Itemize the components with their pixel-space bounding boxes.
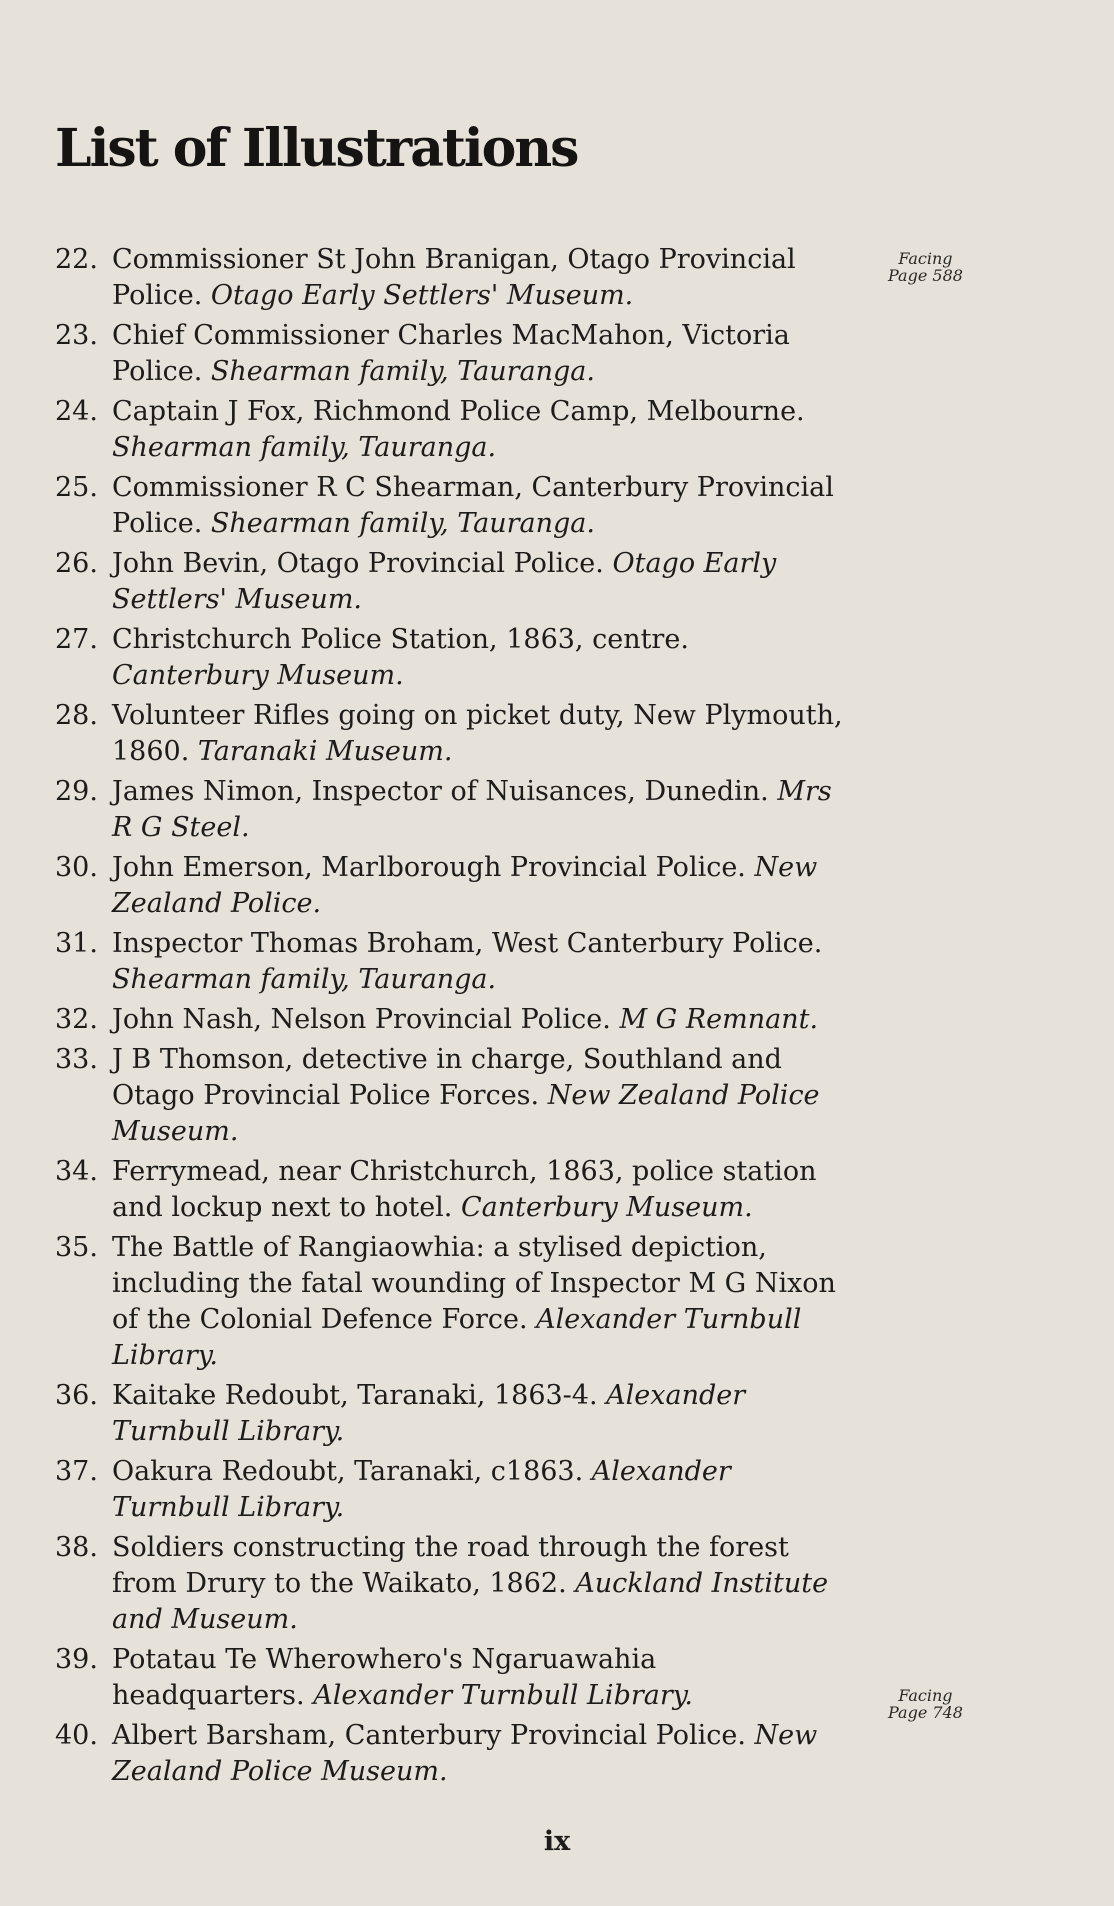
entry-source: Auckland Institute and Museum. (112, 1568, 829, 1635)
entry-source: Otago Early Settlers' Museum. (112, 548, 777, 615)
facing-page-note-bottom (888, 1687, 963, 1721)
illustration-entry (55, 1042, 845, 1150)
entry-number: 33. (55, 1044, 98, 1075)
entry-caption: J B Thomson, detective in charge, Southland and Otago Provincial Police Forces. (112, 1044, 782, 1111)
entry-caption: Commissioner St John Branigan, Otago Provincial Police. (112, 244, 796, 311)
illustration-entry (55, 926, 845, 998)
entry-number: 26. (55, 548, 98, 579)
entry-caption: Captain J Fox, Richmond Police Camp, Melbourne. (112, 396, 805, 427)
entry-caption: Christchurch Police Station, 1863, centre. (112, 624, 689, 655)
entry-caption: John Nash, Nelson Provincial Police. (112, 1004, 611, 1035)
entry-number: 23. (55, 320, 98, 351)
entry-source: M G Remnant. (619, 1004, 819, 1035)
entry-caption: Commissioner R C Shearman, Canterbury Provincial Police. (112, 472, 834, 539)
entry-source: Shearman family, Tauranga. (112, 964, 497, 995)
illustration-entry (55, 1002, 845, 1038)
entry-caption: Potatau Te Wherowhero's Ngaruawahia headquarters. (112, 1644, 657, 1711)
entry-source: New Zealand Police. (112, 852, 818, 919)
illustration-entry (55, 1230, 845, 1374)
entry-caption: Soldiers constructing the road through the forest from Drury to the Waikato, 1862. (112, 1532, 789, 1599)
entry-number: 40. (55, 1720, 98, 1751)
illustration-entry (55, 1454, 845, 1526)
entry-source: Mrs R G Steel. (112, 776, 832, 843)
entry-source: Alexander Turnbull Library. (112, 1380, 746, 1447)
illustration-entry (55, 470, 845, 542)
page-title: List of Illustrations (55, 118, 578, 179)
illustration-entry (55, 850, 845, 922)
illustration-entry (55, 1642, 845, 1714)
entry-source: Alexander Turnbull Library. (112, 1304, 802, 1371)
entry-caption: Ferrymead, near Christchurch, 1863, police station and lockup next to hotel. (112, 1156, 817, 1223)
entry-number: 30. (55, 852, 98, 883)
entry-number: 35. (55, 1232, 98, 1263)
entry-number: 27. (55, 624, 98, 655)
page-number: ix (543, 1826, 571, 1857)
entry-caption: The Battle of Rangiaowhia: a stylised depiction, including the fatal wounding of Inspector M G Nixon of the Colonial Defence Force. (112, 1232, 836, 1335)
entry-number: 32. (55, 1004, 98, 1035)
entry-source: Shearman family, Tauranga. (112, 432, 497, 463)
entry-number: 22. (55, 244, 98, 275)
entry-source: Canterbury Museum. (112, 660, 404, 691)
entry-caption: Oakura Redoubt, Taranaki, c1863. (112, 1456, 584, 1487)
entry-number: 37. (55, 1456, 98, 1487)
entry-source: Alexander Turnbull Library. (313, 1680, 694, 1711)
illustration-entry (55, 546, 845, 618)
entry-number: 28. (55, 700, 98, 731)
entry-number: 25. (55, 472, 98, 503)
entry-number: 29. (55, 776, 98, 807)
illustration-list (55, 242, 845, 1794)
entry-caption: Kaitake Redoubt, Taranaki, 1863-4. (112, 1380, 598, 1411)
facing-label: Facing (898, 249, 953, 268)
entry-number: 31. (55, 928, 98, 959)
entry-caption: Chief Commissioner Charles MacMahon, Victoria Police. (112, 320, 790, 387)
entry-number: 36. (55, 1380, 98, 1411)
illustration-entry (55, 622, 845, 694)
entry-caption: John Bevin, Otago Provincial Police. (112, 548, 604, 579)
illustration-entry (55, 318, 845, 390)
entry-caption: Inspector Thomas Broham, West Canterbury Police. (112, 928, 823, 959)
facing-page-number: Page 748 (888, 1703, 963, 1722)
illustration-entry (55, 774, 845, 846)
entry-source: Alexander Turnbull Library. (112, 1456, 731, 1523)
entry-source: Shearman family, Tauranga. (210, 508, 595, 539)
entry-caption: James Nimon, Inspector of Nuisances, Dunedin. (112, 776, 769, 807)
entry-caption: John Emerson, Marlborough Provincial Police. (112, 852, 746, 883)
illustration-entry (55, 394, 845, 466)
facing-label: Facing (898, 1686, 953, 1705)
entry-source: Taranaki Museum. (197, 736, 453, 767)
facing-page-note-top (888, 250, 963, 284)
facing-page-number: Page 588 (888, 266, 963, 285)
entry-number: 39. (55, 1644, 98, 1675)
entry-source: Otago Early Settlers' Museum. (210, 280, 634, 311)
entry-source: New Zealand Police Museum. (112, 1080, 820, 1147)
illustration-entry (55, 698, 845, 770)
entry-number: 24. (55, 396, 98, 427)
illustration-entry (55, 242, 845, 314)
illustration-entry (55, 1718, 845, 1790)
illustration-entry (55, 1530, 845, 1638)
entry-source: Canterbury Museum. (460, 1192, 753, 1223)
entry-source: Shearman family, Tauranga. (210, 356, 595, 387)
entry-caption: Albert Barsham, Canterbury Provincial Police. (112, 1720, 746, 1751)
illustration-entry (55, 1378, 845, 1450)
entry-number: 38. (55, 1532, 98, 1563)
entry-caption: Volunteer Rifles going on picket duty, New Plymouth, 1860. (112, 700, 843, 767)
entry-source: New Zealand Police Museum. (112, 1720, 818, 1787)
entry-number: 34. (55, 1156, 98, 1187)
illustration-entry (55, 1154, 845, 1226)
